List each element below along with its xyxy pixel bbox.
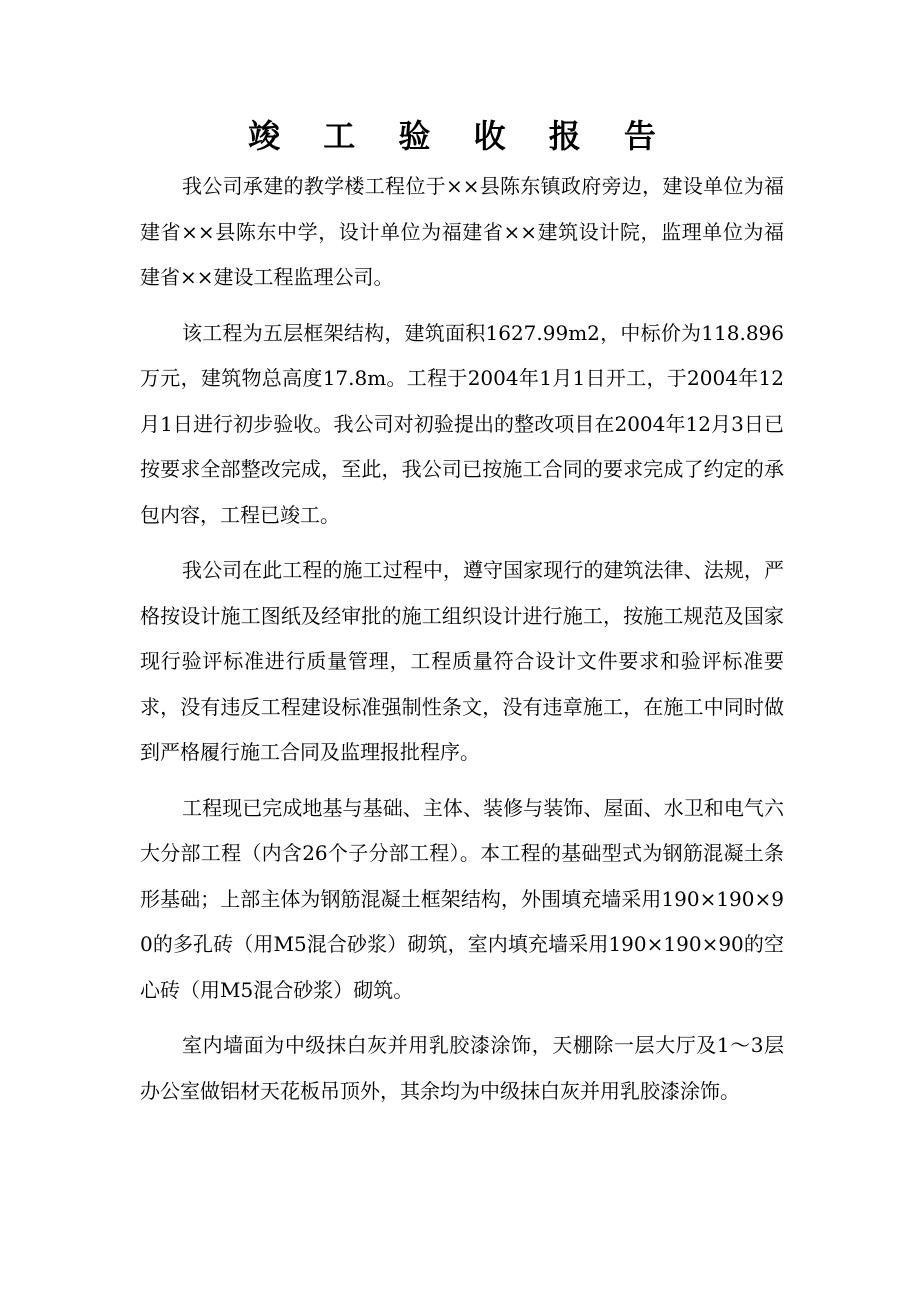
report-body — [140, 164, 784, 1124]
paragraph-construction-compliance: 我公司在此工程的施工过程中，遵守国家现行的建筑法律、法规，严格按设计施工图纸及经审批的施工组织设计进行施工，按施工规范及国家现行验评标准进行质量管理，工程质量符合设计文件要求和验评标准要求，没有违反工程建设标准强制性条文，没有违章施工，在施工中同时做到严格履行施工合同及监理报批程序。 — [140, 558, 784, 764]
paragraph-divisional-works: 工程现已完成地基与基础、主体、装修与装饰、屋面、水卫和电气六大分部工程（内含26个子分部工程）。本工程的基础型式为钢筋混凝土条形基础；上部主体为钢筋混凝土框架结构，外围填充墙采用190×190×90的多孔砖（用M5混合砂浆）砌筑，室内填充墙采用190×190×90的空心砖（用M5混合砂浆）砌筑。 — [140, 795, 784, 1002]
page-title: 竣 工 验 收 报 告 — [248, 117, 672, 155]
paragraph-project-details: 该工程为五层框架结构，建筑面积1627.99m2，中标价为118.896万元，建筑物总高度17.8m。工程于2004年1月1日开工，于2004年12月1日进行初步验收。我公司对初验提出的整改项目在2004年12月3日已按要求全部整改完成，至此，我公司已按施工合同的要求完成了约定的承包内容，工程已竣工。 — [140, 320, 784, 527]
paragraph-project-overview: 我公司承建的教学楼工程位于××县陈东镇政府旁边，建设单位为福建省××县陈东中学，设计单位为福建省××建筑设计院，监理单位为福建省××建设工程监理公司。 — [140, 174, 784, 289]
paragraph-interior-finish: 室内墙面为中级抹白灰并用乳胶漆涂饰，天棚除一层大厅及1～3层办公室做铝材天花板吊顶外，其余均为中级抹白灰并用乳胶漆涂饰。 — [140, 1033, 784, 1103]
